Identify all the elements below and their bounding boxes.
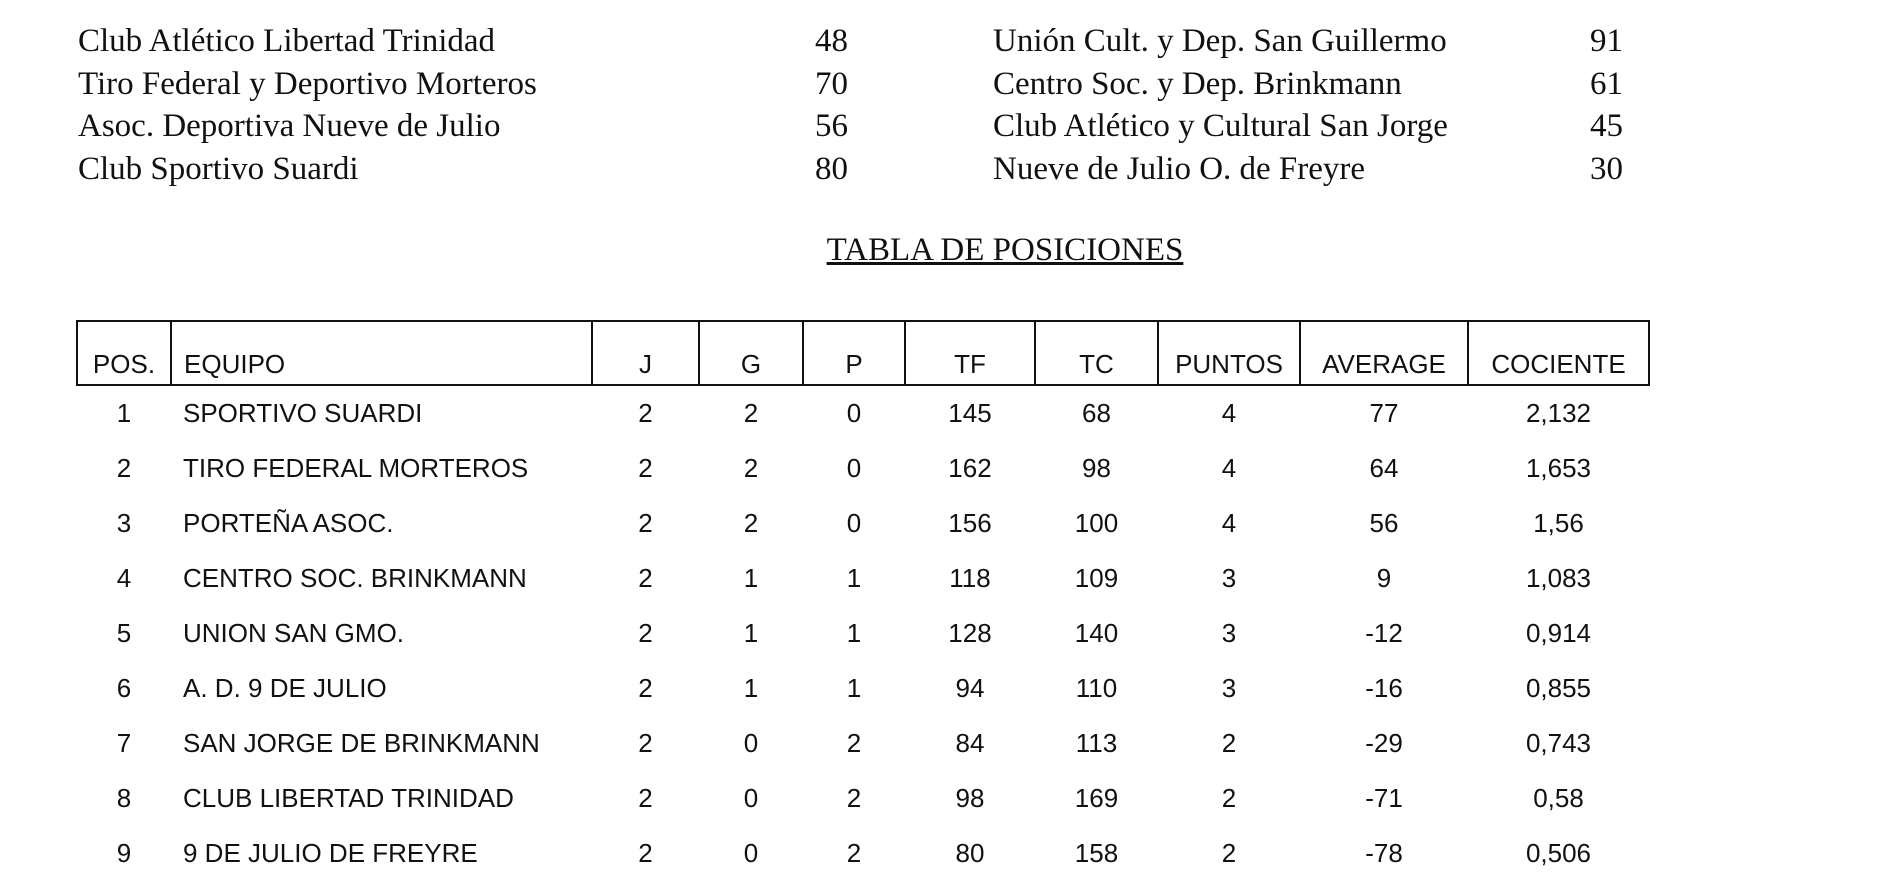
cell-ratio: 1,56 (1533, 508, 1584, 538)
cell-lost: 0 (846, 453, 862, 483)
cell-points-for: 145 (948, 398, 992, 428)
result-row (993, 148, 1643, 191)
cell-points: 3 (1221, 563, 1237, 593)
results-left-column (78, 20, 848, 190)
cell-pos: 9 (116, 838, 132, 868)
cell-team: CLUB LIBERTAD TRINIDAD (183, 783, 514, 813)
col-header-ratio: COCIENTE (1468, 321, 1649, 385)
cell-average: 77 (1369, 398, 1399, 428)
table-row (77, 606, 1649, 661)
cell-average: -78 (1365, 838, 1403, 868)
cell-won: 1 (743, 563, 759, 593)
cell-team: PORTEÑA ASOC. (183, 508, 394, 538)
cell-points: 3 (1221, 618, 1237, 648)
result-score: 80 (815, 150, 848, 187)
cell-played: 2 (638, 398, 653, 428)
result-score: 56 (815, 108, 848, 144)
col-header-lost: P (803, 321, 905, 385)
cell-points-for: 162 (948, 453, 992, 483)
cell-pos: 3 (116, 508, 132, 538)
cell-lost: 2 (846, 728, 862, 758)
cell-average: -12 (1365, 618, 1403, 648)
cell-played: 2 (638, 618, 653, 648)
standings-body (77, 385, 1649, 881)
cell-played: 2 (638, 838, 653, 868)
result-score: 45 (1590, 108, 1623, 144)
table-row (77, 826, 1649, 881)
cell-pos: 4 (116, 563, 132, 593)
cell-average: 9 (1376, 563, 1392, 593)
cell-points: 3 (1221, 673, 1237, 703)
cell-pos: 7 (116, 728, 132, 758)
cell-lost: 2 (846, 783, 862, 813)
col-header-points-for: TF (905, 321, 1035, 385)
cell-ratio: 0,855 (1525, 673, 1592, 703)
col-header-won: G (699, 321, 803, 385)
cell-points-against: 158 (1074, 838, 1119, 868)
cell-played: 2 (638, 508, 653, 538)
result-row (993, 105, 1643, 148)
cell-ratio: 1,653 (1525, 453, 1592, 483)
cell-points-against: 100 (1074, 508, 1119, 538)
cell-points-for: 80 (955, 838, 985, 868)
cell-ratio: 1,083 (1525, 563, 1592, 593)
standings-table (76, 320, 1650, 881)
result-row (78, 63, 848, 106)
cell-points-for: 98 (955, 783, 985, 813)
cell-average: -29 (1365, 728, 1403, 758)
result-team: Nueve de Julio O. de Freyre (993, 150, 1366, 187)
cell-points-for: 118 (949, 563, 991, 593)
cell-team: 9 DE JULIO DE FREYRE (183, 838, 478, 868)
cell-ratio: 2,132 (1525, 398, 1592, 428)
cell-won: 1 (743, 673, 759, 703)
cell-won: 0 (743, 783, 759, 813)
cell-lost: 1 (846, 563, 862, 593)
result-score: 48 (815, 23, 848, 59)
table-row (77, 771, 1649, 826)
cell-ratio: 0,58 (1533, 783, 1584, 813)
cell-ratio: 0,506 (1525, 838, 1592, 868)
result-score: 61 (1590, 65, 1623, 102)
col-header-pos: POS. (77, 321, 171, 385)
standings-header-row (77, 321, 1649, 385)
result-score: 91 (1590, 23, 1623, 59)
cell-played: 2 (638, 783, 653, 813)
result-score: 70 (815, 65, 848, 102)
cell-team: A. D. 9 DE JULIO (183, 673, 387, 703)
cell-lost: 0 (846, 398, 862, 428)
result-score: 30 (1590, 150, 1623, 187)
result-row (78, 148, 848, 191)
col-header-played: J (592, 321, 699, 385)
cell-average: -71 (1365, 783, 1403, 813)
col-header-points: PUNTOS (1158, 321, 1300, 385)
result-team: Tiro Federal y Deportivo Morteros (78, 65, 537, 102)
cell-played: 2 (638, 563, 653, 593)
cell-points-against: 68 (1082, 398, 1111, 428)
cell-team: UNION SAN GMO. (183, 618, 405, 648)
cell-ratio: 0,743 (1525, 728, 1592, 758)
cell-lost: 1 (846, 618, 862, 648)
cell-pos: 6 (116, 673, 132, 703)
results-right-column (993, 20, 1643, 190)
col-header-points-against: TC (1035, 321, 1158, 385)
result-team: Club Atlético y Cultural San Jorge (993, 108, 1448, 144)
cell-points: 4 (1221, 453, 1237, 483)
cell-won: 0 (743, 728, 759, 758)
cell-points-against: 109 (1074, 563, 1119, 593)
cell-played: 2 (638, 453, 653, 483)
col-header-team: EQUIPO (171, 321, 592, 385)
cell-points-against: 140 (1074, 618, 1119, 648)
cell-lost: 2 (846, 838, 862, 868)
table-row (77, 716, 1649, 771)
cell-points-against: 169 (1074, 783, 1119, 813)
cell-points-against: 98 (1082, 453, 1111, 483)
cell-average: 64 (1369, 453, 1399, 483)
cell-pos: 1 (116, 398, 132, 428)
cell-won: 2 (743, 453, 759, 483)
result-row (993, 20, 1643, 63)
result-team: Club Sportivo Suardi (78, 150, 359, 187)
cell-team: TIRO FEDERAL MORTEROS (183, 453, 529, 483)
col-header-average: AVERAGE (1300, 321, 1468, 385)
table-row (77, 385, 1649, 441)
cell-played: 2 (638, 728, 653, 758)
result-team: Club Atlético Libertad Trinidad (78, 23, 496, 59)
result-team: Centro Soc. y Dep. Brinkmann (993, 65, 1402, 102)
cell-points: 2 (1221, 728, 1237, 758)
cell-lost: 1 (846, 673, 862, 703)
cell-points: 4 (1221, 398, 1237, 428)
cell-team: SPORTIVO SUARDI (183, 398, 423, 428)
cell-won: 2 (743, 398, 759, 428)
cell-played: 2 (638, 673, 653, 703)
cell-ratio: 0,914 (1525, 618, 1592, 648)
table-row (77, 661, 1649, 716)
cell-points: 2 (1221, 838, 1237, 868)
cell-points-for: 94 (955, 673, 985, 703)
cell-points-for: 128 (948, 618, 992, 648)
cell-won: 2 (743, 508, 759, 538)
cell-team: CENTRO SOC. BRINKMANN (183, 563, 527, 593)
cell-pos: 8 (116, 783, 132, 813)
cell-average: -16 (1365, 673, 1403, 703)
cell-pos: 2 (116, 453, 132, 483)
table-row (77, 551, 1649, 606)
result-row (993, 63, 1643, 106)
result-row (78, 105, 848, 148)
cell-won: 1 (743, 618, 759, 648)
table-row (77, 441, 1649, 496)
cell-average: 56 (1369, 508, 1399, 538)
cell-points: 2 (1221, 783, 1237, 813)
cell-lost: 0 (846, 508, 862, 538)
cell-team: SAN JORGE DE BRINKMANN (183, 728, 540, 758)
result-team: Unión Cult. y Dep. San Guillermo (993, 23, 1447, 59)
cell-points-for: 156 (948, 508, 992, 538)
standings-title: TABLA DE POSICIONES (826, 232, 1184, 268)
table-row (77, 496, 1649, 551)
result-row (78, 20, 848, 63)
cell-pos: 5 (116, 618, 132, 648)
cell-won: 0 (743, 838, 759, 868)
cell-points-against: 113 (1075, 728, 1118, 758)
cell-points-against: 110 (1075, 673, 1118, 703)
cell-points: 4 (1221, 508, 1237, 538)
result-team: Asoc. Deportiva Nueve de Julio (78, 108, 501, 144)
cell-points-for: 84 (955, 728, 985, 758)
standings-table-container (76, 320, 1650, 881)
